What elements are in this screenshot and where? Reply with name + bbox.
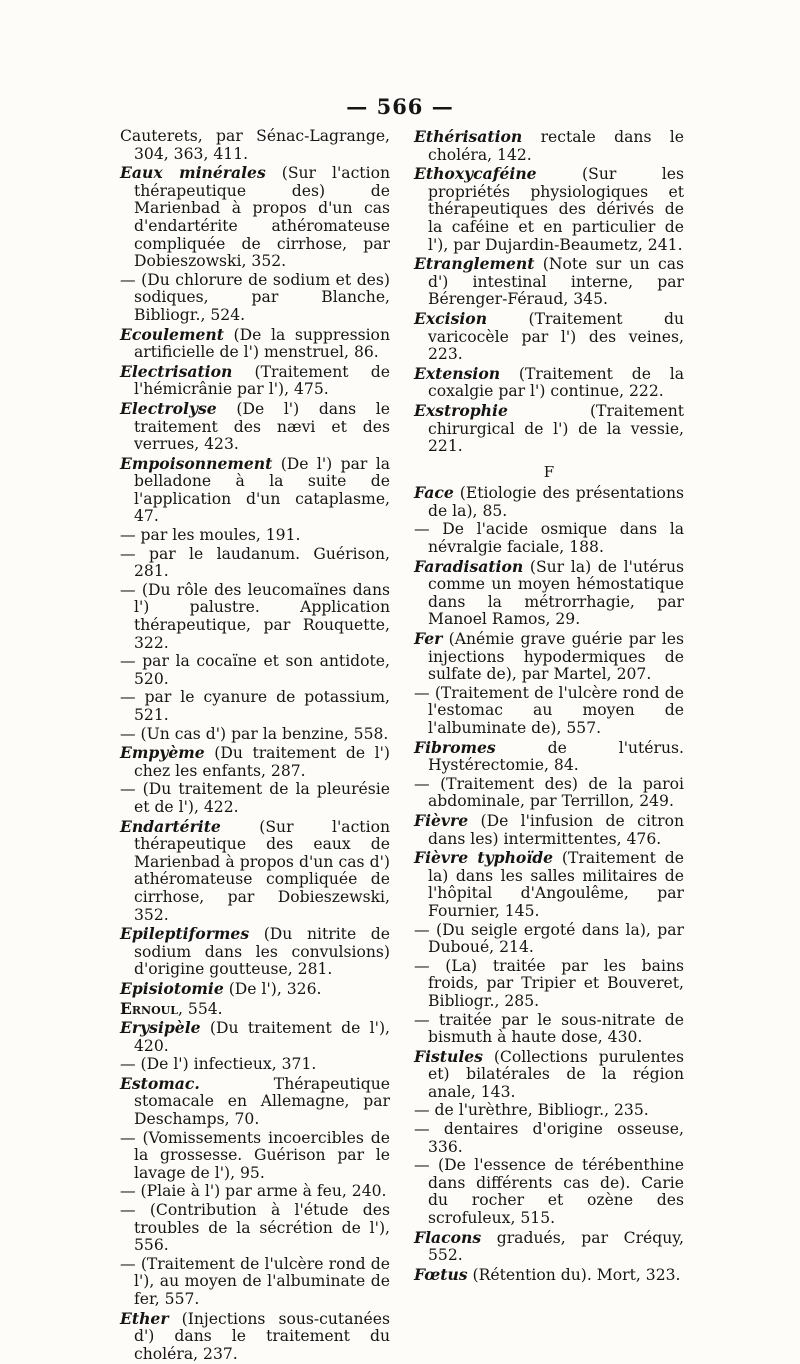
left-column <box>120 128 390 1364</box>
entry-text: (Du traitement de l') chez les enfants, 287. <box>134 744 390 780</box>
entry-text: (De l'infusion de citron dans les) intermittentes, 476. <box>428 811 684 848</box>
index-entry <box>414 521 684 556</box>
entry-author-name: Ernoul <box>120 998 178 1018</box>
index-entry <box>120 400 390 454</box>
entry-headword: Flacons <box>414 1227 482 1247</box>
entry-headword: Empyème <box>120 743 205 763</box>
entry-text: — (Un cas d') par la benzine, 558. <box>120 724 389 743</box>
entry-text: , 554. <box>178 999 223 1018</box>
index-entry <box>414 1157 684 1227</box>
entry-text: gradués, par Créquy, 552. <box>428 1228 684 1265</box>
index-entry <box>120 653 390 688</box>
index-entry <box>120 326 390 362</box>
entry-headword: Fièvre typhoïde <box>414 848 554 868</box>
entry-text: (Traitement du varicocèle par l') des veines, 223. <box>428 309 684 364</box>
entry-text: — de l'urèthre, Bibliogr., 235. <box>414 1101 649 1120</box>
index-entry <box>120 1075 390 1129</box>
index-entry <box>414 812 684 848</box>
index-entry <box>120 818 390 925</box>
entry-text: (Injections sous-cutanées d') dans le traitement du choléra, 237. <box>134 1309 390 1363</box>
entry-text: (De l') par la belladone à la suite de l'application d'un cataplasme, 47. <box>134 454 390 526</box>
entry-headword: Fer <box>414 629 443 649</box>
entry-text: (Sur les propriétés physiologiques et thérapeutiques des dérivés de la caféine et en particulier de l'), par Dujardin-Beaumetz, 241. <box>428 165 684 254</box>
index-entry <box>120 527 390 545</box>
index-entry <box>120 363 390 399</box>
index-entry <box>414 685 684 738</box>
index-entry <box>120 455 390 526</box>
entry-headword: Etranglement <box>414 254 535 274</box>
index-entry <box>414 739 684 775</box>
index-entry <box>120 1056 390 1074</box>
entry-headword: Exstrophie <box>414 400 508 420</box>
index-entry <box>414 630 684 684</box>
index-entry <box>414 310 684 364</box>
entry-text: (Anémie grave guérie par les injections hypodermiques de sulfate de), par Martel, 207. <box>428 630 684 684</box>
entry-headword: Eaux minérales <box>120 163 266 183</box>
index-entry <box>414 558 684 629</box>
entry-text: (Sur l'action thérapeutique des eaux de Marienbad à propos d'un cas d') athéromateuse compliquée de cirrhose, par Dobieszewski, 352. <box>134 817 390 924</box>
entry-text: — (Du chlorure de sodium et des) sodiques, par Blanche, Bibliogr., 524. <box>120 270 390 324</box>
entry-headword: Erysipèle <box>120 1018 201 1038</box>
entry-text: — (Vomissements incoercibles de la grossesse. Guérison par le lavage de l'), 95. <box>120 1128 390 1182</box>
entry-text: — (Plaie à l') par arme à feu, 240. <box>120 1182 387 1201</box>
index-entry <box>120 1310 390 1364</box>
index-entry <box>120 164 390 271</box>
entry-text: (Traitement de l'hémicrânie par l'), 475. <box>134 362 390 399</box>
index-entry <box>120 689 390 724</box>
entry-text: — (Du rôle des leucomaïnes dans l') palustre. Application thérapeutique, par Rouquette, 322. <box>120 580 390 652</box>
entry-text: (Etiologie des présentations de la), 85. <box>428 484 684 520</box>
index-entry <box>120 582 390 652</box>
right-column-top <box>414 128 684 456</box>
entry-headword: Episiotomie <box>120 978 224 998</box>
index-entry <box>120 980 390 999</box>
index-entry <box>120 128 390 163</box>
index-entry <box>120 1183 390 1201</box>
entry-headword: Fœtus <box>414 1264 468 1284</box>
entry-headword: Electrisation <box>120 361 233 381</box>
index-entry <box>120 1000 390 1019</box>
entry-text: Thérapeutique stomacale en Allemagne, par Deschamps, 70. <box>134 1074 390 1129</box>
entry-headword: Faradisation <box>414 556 524 576</box>
index-entry <box>414 1229 684 1265</box>
entry-text: de l'utérus. Hystérectomie, 84. <box>428 738 684 775</box>
page-number: — 566 — <box>346 94 454 119</box>
entry-text: — (De l') infectieux, 371. <box>120 1055 317 1074</box>
entry-text: — (Du traitement de la pleurésie et de l'), 422. <box>120 780 390 816</box>
index-entry <box>120 272 390 325</box>
entry-headword: Ecoulement <box>120 324 224 344</box>
index-entry <box>414 958 684 1011</box>
index-entry <box>414 1102 684 1120</box>
entry-text: — (La) traitée par les bains froids, par Tripier et Bouveret, Bibliogr., 285. <box>414 956 684 1010</box>
entry-headword: Fièvre <box>414 810 469 830</box>
index-entry <box>414 1121 684 1156</box>
index-entry <box>414 255 684 309</box>
entry-text: (Collections purulentes et) bilatérales de la région anale, 143. <box>428 1047 684 1101</box>
entry-text: — De l'acide osmique dans la névralgie faciale, 188. <box>414 520 684 557</box>
entry-headword: Fistules <box>414 1046 483 1066</box>
entry-text: — traitée par le sous-nitrate de bismuth à haute dose, 430. <box>414 1010 684 1047</box>
entry-text: — par le cyanure de potassium, 521. <box>120 688 390 724</box>
index-entry <box>414 165 684 254</box>
entry-headword: Ethoxycaféine <box>414 164 537 184</box>
index-entry <box>414 1266 684 1285</box>
entry-text: — (Traitement des) de la paroi abdominale, par Terrillon, 249. <box>414 774 684 811</box>
index-entry <box>414 1048 684 1102</box>
right-column <box>414 128 684 1285</box>
index-entry <box>120 1256 390 1309</box>
entry-text: — par les moules, 191. <box>120 526 301 545</box>
index-entry <box>414 849 684 920</box>
index-entry <box>120 925 390 979</box>
index-entry <box>414 402 684 456</box>
entry-text: — dentaires d'origine osseuse, 336. <box>414 1120 684 1156</box>
index-entry <box>414 776 684 811</box>
index-entry <box>120 744 390 780</box>
entry-headword: Extension <box>414 363 501 383</box>
entry-text: (De la suppression artificielle de l') menstruel, 86. <box>134 325 390 362</box>
entry-text: Cauterets, par Sénac-Lagrange, 304, 363, 411. <box>120 127 390 163</box>
entry-text: (Rétention du). Mort, 323. <box>467 1265 681 1284</box>
entry-headword: Epileptiformes <box>120 924 250 944</box>
entry-text: — (De l'essence de térébenthine dans différents cas de). Carie du rocher et ozène des scrofuleux, 515. <box>414 1156 684 1228</box>
section-letter: F <box>543 462 555 481</box>
entry-headword: Excision <box>414 308 488 328</box>
index-entry <box>414 365 684 401</box>
entry-text: (De l'), 326. <box>223 979 322 998</box>
entry-text: (Traitement de la coxalgie par l') continue, 222. <box>428 364 684 401</box>
index-entry <box>120 1202 390 1255</box>
index-entry <box>414 484 684 520</box>
index-entry <box>120 781 390 816</box>
entry-headword: Endartérite <box>120 816 221 836</box>
entry-text: (Sur la) de l'utérus comme un moyen hémostatique dans la métrorrhagie, par Manoel Ramos, 29. <box>428 557 684 629</box>
entry-text: rectale dans le choléra, 142. <box>428 128 684 164</box>
entry-text: — (Traitement de l'ulcère rond de l'), au moyen de l'albuminate de fer, 557. <box>120 1254 390 1308</box>
index-entry <box>120 1019 390 1055</box>
entry-text: — (Contribution à l'étude des troubles de la sécrétion de l'), 556. <box>120 1201 390 1255</box>
entry-text: (De l') dans le traitement des nævi et des verrues, 423. <box>134 399 390 454</box>
entry-headword: Estomac. <box>120 1073 200 1093</box>
index-entry <box>414 1012 684 1047</box>
entry-text: (Traitement de la) dans les salles militaires de l'hôpital d'Angoulême, par Fournier, 145. <box>428 849 684 920</box>
entry-text: — par la cocaïne et son antidote, 520. <box>120 652 390 688</box>
entry-text: (Du nitrite de sodium dans les convulsions) d'origine goutteuse, 281. <box>134 925 390 979</box>
entry-headword: Fibromes <box>414 737 496 757</box>
entry-text: — par le laudanum. Guérison, 281. <box>120 544 390 581</box>
index-entry <box>414 128 684 164</box>
entry-headword: Face <box>414 483 454 503</box>
entry-headword: Ethérisation <box>414 127 523 146</box>
entry-headword: Empoisonnement <box>120 453 273 473</box>
entry-headword: Ether <box>120 1308 169 1328</box>
entry-text: — (Traitement de l'ulcère rond de l'estomac au moyen de l'albuminate de), 557. <box>414 683 684 737</box>
entry-text: (Sur l'action thérapeutique des) de Marienbad à propos d'un cas d'endartérite athéromateuse compliquée de cirrhose, par Dobieszowski, 352. <box>134 164 390 271</box>
index-entry <box>120 1130 390 1183</box>
entry-text: (Du traitement de l'), 420. <box>134 1019 390 1055</box>
entry-headword: Electrolyse <box>120 398 217 418</box>
right-column-bottom <box>414 484 684 1284</box>
index-entry <box>120 726 390 744</box>
index-entry <box>120 546 390 581</box>
index-entry <box>414 922 684 957</box>
entry-text: — (Du seigle ergoté dans la), par Duboué, 214. <box>414 920 684 957</box>
entry-text: (Note sur un cas d') intestinal interne, par Bérenger-Féraud, 345. <box>428 255 684 309</box>
entry-text: (Traitement chirurgical de l') de la vessie, 221. <box>428 401 684 456</box>
